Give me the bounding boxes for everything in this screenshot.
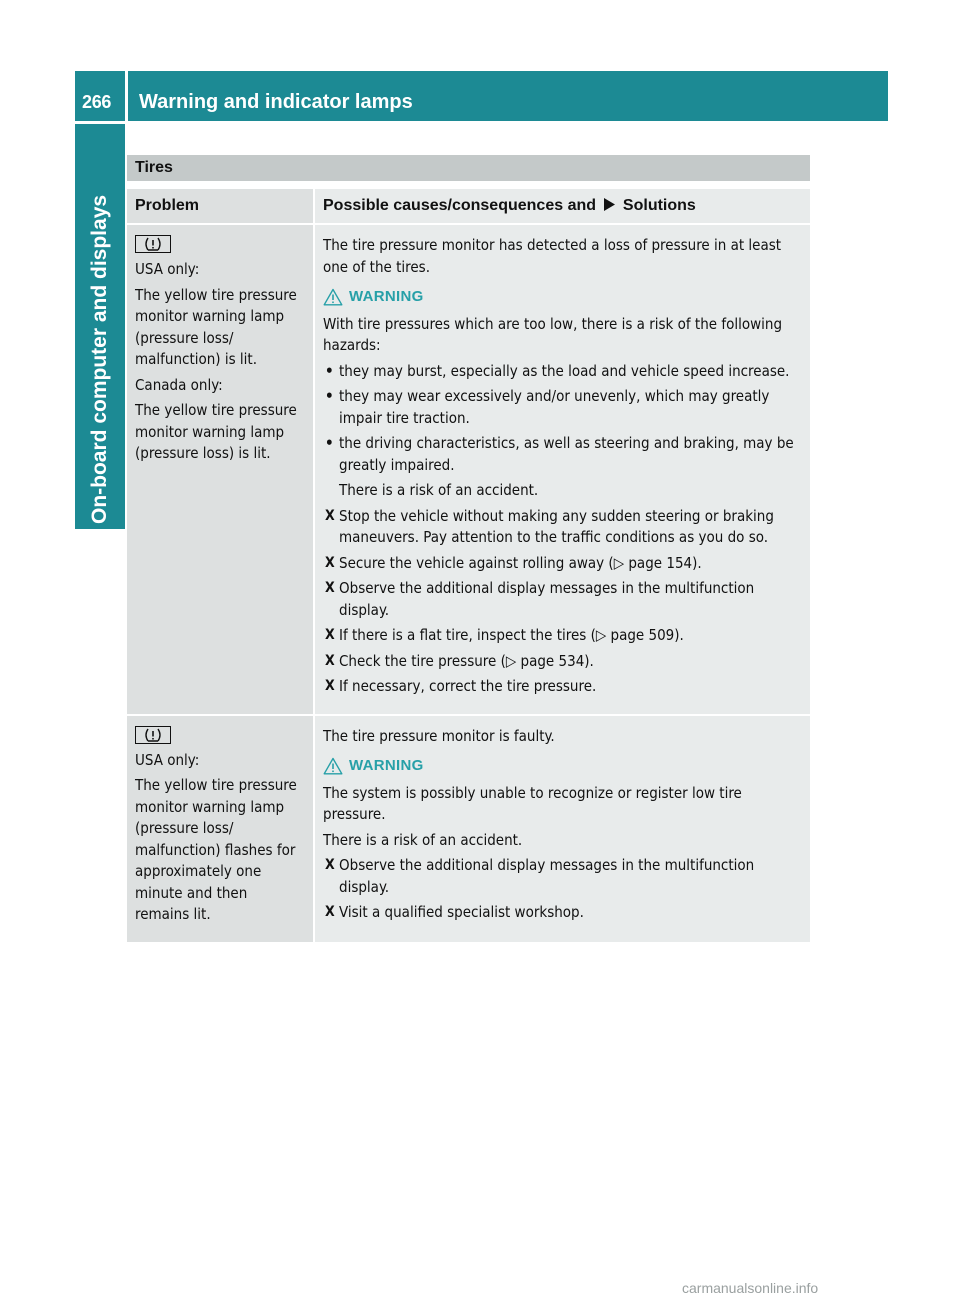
bullet-item: • they may wear excessively and/or unevenly, which may greatly impair tire traction. [325,387,770,427]
section-header [127,155,810,181]
solution-cell [315,716,810,942]
risk-text: There is a risk of an accident. [339,481,539,499]
warning-triangle-icon [323,757,343,775]
page-number: 266 [82,92,112,112]
problem-text: USA only: [135,260,200,278]
problem-text: USA only: [135,750,200,769]
watermark: carmanualsonline.info [682,1280,819,1296]
warning-heading [323,286,806,308]
solution-cell [315,225,810,716]
step-item: X Secure the vehicle against rolling away (▷ page 154). [325,553,702,572]
bullet-item: • the driving characteristics, as well as steering and braking, may be greatly impaired. [325,434,794,474]
step-item: X Observe the additional display messages in the multifunction display. [325,856,755,896]
problem-cell [127,716,315,942]
column-header-problem: Problem [127,189,315,225]
step-item: X If there is a flat tire, inspect the tires (▷ page 509). [325,626,684,644]
problem-text: The yellow tire pressure monitor warning lamp (pressure loss/ malfunction) is lit. [135,285,297,368]
step-item: X Observe the additional display messages in the multifunction display. [325,579,755,619]
warning-heading [323,755,806,777]
column-header-solutions-label: Solutions [622,197,696,215]
warning-label: WARNING [349,757,424,774]
problem-text: Canada only: [135,375,223,394]
side-tab [75,124,125,529]
intro-text: The tire pressure monitor is faulty. [323,726,555,745]
tire-pressure-warning-icon [135,726,171,744]
column-header-causes-label: Possible causes/consequences and [323,197,597,215]
tires-table [127,189,810,942]
problem-cell [127,225,315,716]
step-item: X If necessary, correct the tire pressure. [325,677,597,695]
table-row [127,225,810,716]
page-title: Warning and indicator lamps [139,91,413,113]
bullet-item: • they may burst, especially as the load and vehicle speed increase. [325,361,790,380]
problem-text: The yellow tire pressure monitor warning lamp (pressure loss/ malfunction) flashes for approximately one minute and then remains lit. [135,776,297,923]
step-item: X Stop the vehicle without making any sudden steering or braking maneuvers. Pay attention to the traffic conditions as you do so. [325,506,774,546]
tire-pressure-warning-icon [135,235,171,253]
step-item: X Visit a qualified specialist workshop. [325,903,584,921]
intro-text: The tire pressure monitor has detected a loss of pressure in at least one of the tires. [323,236,782,276]
warning-triangle-icon [323,288,343,306]
side-tab-label: On-board computer and displays [88,194,111,524]
problem-text: The yellow tire pressure monitor warning lamp (pressure loss) is lit. [135,401,297,462]
warning-label: WARNING [349,288,424,305]
section-title: Tires [135,159,173,176]
risk-text: There is a risk of an accident. [323,830,523,849]
warning-text: With tire pressures which are too low, there is a risk of the following hazards: [323,314,783,354]
column-header-causes [315,189,810,225]
play-arrow-icon [603,198,615,211]
step-item: X Check the tire pressure (▷ page 534). [325,651,594,670]
warning-text: The system is possibly unable to recognize or register low tire pressure. [323,783,742,823]
table-row [127,716,810,942]
